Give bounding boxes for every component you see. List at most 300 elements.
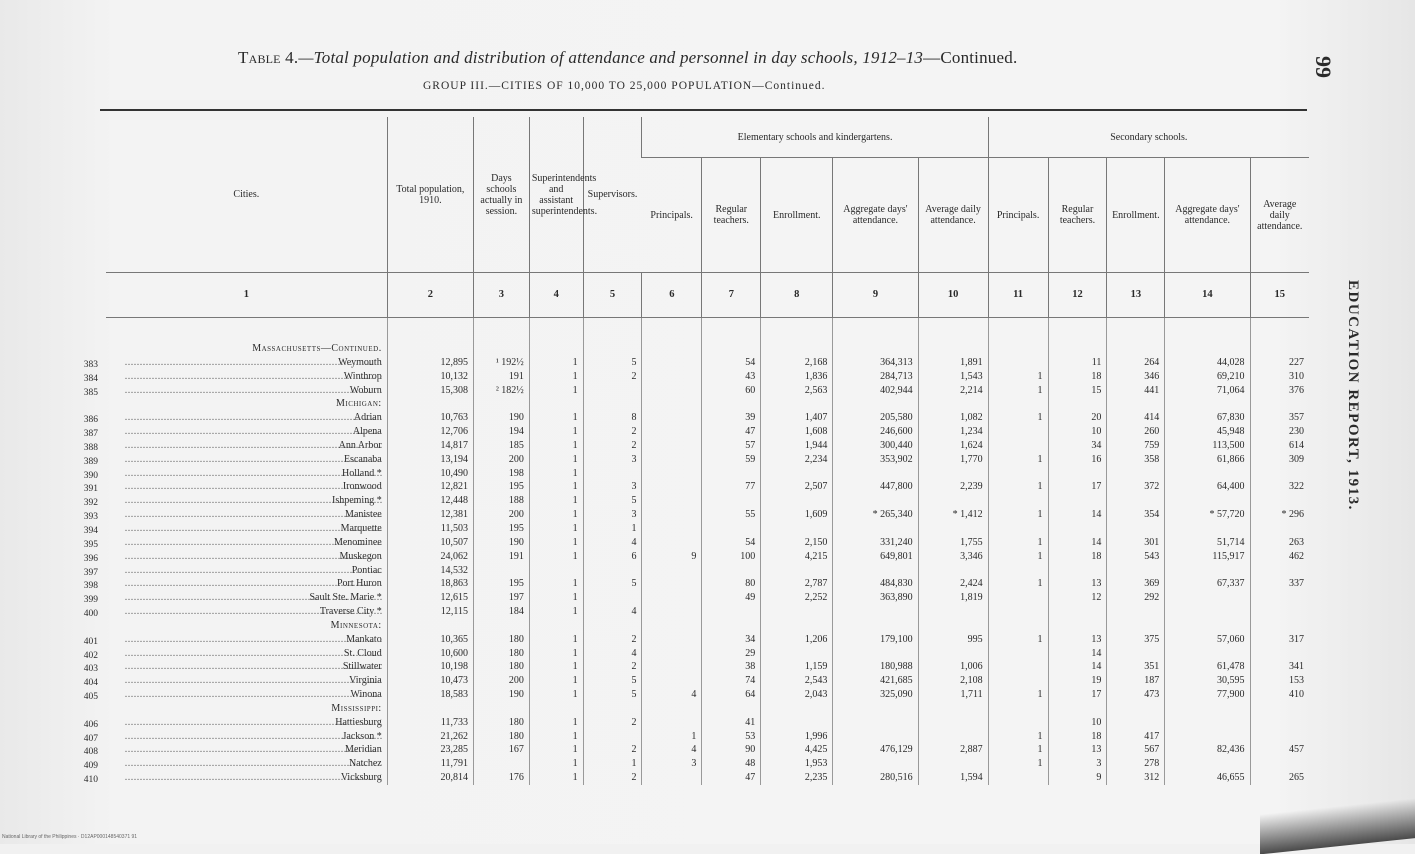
cell-col-7: 90 bbox=[702, 743, 761, 757]
cell-col-13: 351 bbox=[1107, 660, 1165, 674]
city-name: Alpena ..... bbox=[106, 425, 387, 439]
empty-cell bbox=[1165, 397, 1250, 411]
cell-col-6 bbox=[642, 591, 702, 605]
cell-col-9: 484,830 bbox=[833, 577, 918, 591]
column-number: 13 bbox=[1107, 273, 1165, 318]
header-days-in-session: Days schools actually in session. bbox=[473, 117, 529, 273]
spacer-row bbox=[106, 318, 1309, 343]
city-name: Traverse City * ..... bbox=[106, 605, 387, 619]
cell-col-12: 10 bbox=[1048, 716, 1107, 730]
cell-col-13: 441 bbox=[1107, 384, 1165, 398]
cell-col-15: 457 bbox=[1250, 743, 1309, 757]
cell-col-2: 12,821 bbox=[387, 480, 473, 494]
cell-col-11: 1 bbox=[988, 730, 1048, 744]
header-cities: Cities. bbox=[233, 189, 260, 200]
cell-col-2: 11,503 bbox=[387, 522, 473, 536]
cell-col-6 bbox=[642, 480, 702, 494]
scan-shadow bbox=[1260, 798, 1415, 854]
cell-col-13 bbox=[1107, 564, 1165, 578]
state-heading: Massachusetts—Continued. bbox=[252, 343, 382, 354]
cell-col-8 bbox=[761, 564, 833, 578]
cell-col-8: 2,543 bbox=[761, 674, 833, 688]
cell-col-4: 1 bbox=[529, 688, 583, 702]
cell-col-6 bbox=[642, 605, 702, 619]
cell-col-3: 190 bbox=[473, 411, 529, 425]
cell-col-9: * 265,340 bbox=[833, 508, 918, 522]
empty-cell bbox=[761, 619, 833, 633]
column-number: 9 bbox=[833, 273, 918, 318]
cell-col-6 bbox=[642, 370, 702, 384]
cell-col-4: 1 bbox=[529, 674, 583, 688]
empty-cell bbox=[1165, 342, 1250, 356]
cell-col-3: 188 bbox=[473, 494, 529, 508]
cell-col-12: 9 bbox=[1048, 771, 1107, 785]
empty-cell bbox=[387, 702, 473, 716]
cell-col-10: 3,346 bbox=[918, 550, 988, 564]
empty-cell bbox=[761, 397, 833, 411]
cell-col-4: 1 bbox=[529, 384, 583, 398]
cell-col-4: 1 bbox=[529, 453, 583, 467]
cell-col-15: 309 bbox=[1250, 453, 1309, 467]
cell-col-2: 21,262 bbox=[387, 730, 473, 744]
cell-col-13: 759 bbox=[1107, 439, 1165, 453]
cell-col-12: 18 bbox=[1048, 730, 1107, 744]
cell-col-15: 322 bbox=[1250, 480, 1309, 494]
cell-col-2: 10,490 bbox=[387, 467, 473, 481]
cell-col-3: 180 bbox=[473, 633, 529, 647]
row-number: 397 bbox=[83, 567, 98, 578]
city-name: Manistee ..... bbox=[106, 508, 387, 522]
cell-col-11: 1 bbox=[988, 688, 1048, 702]
city-name: Ann Arbor ..... bbox=[106, 439, 387, 453]
cell-col-3: 185 bbox=[473, 439, 529, 453]
cell-col-10: 2,424 bbox=[918, 577, 988, 591]
table-row bbox=[106, 743, 1309, 757]
cell-col-9: 284,713 bbox=[833, 370, 918, 384]
cell-col-3: 195 bbox=[473, 480, 529, 494]
empty-cell bbox=[1165, 702, 1250, 716]
cell-col-6: 3 bbox=[642, 757, 702, 771]
row-number: 407 bbox=[83, 733, 98, 744]
cell-col-2: 15,308 bbox=[387, 384, 473, 398]
row-number: 398 bbox=[83, 581, 98, 592]
cell-col-8: 1,609 bbox=[761, 508, 833, 522]
page-number: 99 bbox=[1311, 56, 1336, 78]
cell-col-4: 1 bbox=[529, 605, 583, 619]
empty-cell bbox=[988, 397, 1048, 411]
empty-cell bbox=[1048, 342, 1107, 356]
cell-col-7: 47 bbox=[702, 771, 761, 785]
cell-col-14: 82,436 bbox=[1165, 743, 1250, 757]
empty-cell bbox=[473, 619, 529, 633]
cell-col-3: 167 bbox=[473, 743, 529, 757]
cell-col-9: 205,580 bbox=[833, 411, 918, 425]
empty-cell bbox=[583, 702, 642, 716]
cell-col-4: 1 bbox=[529, 743, 583, 757]
state-heading: Mississippi: bbox=[331, 702, 382, 714]
cell-col-11 bbox=[988, 439, 1048, 453]
cell-col-4: 1 bbox=[529, 411, 583, 425]
cell-col-6 bbox=[642, 564, 702, 578]
header-total-population: Total population, 1910. bbox=[387, 117, 473, 273]
row-number: 399 bbox=[83, 595, 98, 606]
city-name: Adrian ..... bbox=[106, 411, 387, 425]
cell-col-15: 317 bbox=[1250, 633, 1309, 647]
cell-col-15: 341 bbox=[1250, 660, 1309, 674]
table-row bbox=[106, 494, 1309, 508]
cell-col-2: 10,198 bbox=[387, 660, 473, 674]
cell-col-2: 12,706 bbox=[387, 425, 473, 439]
column-number: 6 bbox=[642, 273, 702, 318]
empty-cell bbox=[833, 342, 918, 356]
cell-col-11 bbox=[988, 564, 1048, 578]
cell-col-12: 16 bbox=[1048, 453, 1107, 467]
cell-col-12 bbox=[1048, 467, 1107, 481]
empty-cell bbox=[387, 619, 473, 633]
cell-col-5: 4 bbox=[583, 536, 642, 550]
cell-col-3: 200 bbox=[473, 674, 529, 688]
header-sec-teachers: Regular teachers. bbox=[1048, 158, 1107, 273]
cell-col-15 bbox=[1250, 605, 1309, 619]
cell-col-12: 15 bbox=[1048, 384, 1107, 398]
empty-cell bbox=[918, 397, 988, 411]
cell-col-8 bbox=[761, 467, 833, 481]
cell-col-11 bbox=[988, 605, 1048, 619]
cell-col-12 bbox=[1048, 494, 1107, 508]
cell-col-10: 995 bbox=[918, 633, 988, 647]
empty-cell bbox=[473, 342, 529, 356]
cell-col-3: 194 bbox=[473, 425, 529, 439]
cell-col-5: 4 bbox=[583, 647, 642, 661]
cell-col-8: 2,043 bbox=[761, 688, 833, 702]
cell-col-12: 20 bbox=[1048, 411, 1107, 425]
running-head: EDUCATION REPORT, 1913. bbox=[1345, 280, 1361, 511]
cell-col-11: 1 bbox=[988, 453, 1048, 467]
row-number-blank bbox=[68, 400, 98, 414]
cell-col-11: 1 bbox=[988, 577, 1048, 591]
cell-col-6 bbox=[642, 384, 702, 398]
cell-col-4: 1 bbox=[529, 370, 583, 384]
column-number: 8 bbox=[761, 273, 833, 318]
cell-col-5: 3 bbox=[583, 480, 642, 494]
cell-col-9 bbox=[833, 494, 918, 508]
cell-col-15: 230 bbox=[1250, 425, 1309, 439]
cell-col-12: 13 bbox=[1048, 577, 1107, 591]
cell-col-7: 41 bbox=[702, 716, 761, 730]
cell-col-15 bbox=[1250, 522, 1309, 536]
cell-col-2: 10,507 bbox=[387, 536, 473, 550]
cell-col-12: 3 bbox=[1048, 757, 1107, 771]
cell-col-6 bbox=[642, 647, 702, 661]
cell-col-11 bbox=[988, 591, 1048, 605]
table-row bbox=[106, 453, 1309, 467]
cell-col-3: 176 bbox=[473, 771, 529, 785]
cell-col-8: 1,996 bbox=[761, 730, 833, 744]
cell-col-3: 184 bbox=[473, 605, 529, 619]
cell-col-14: 61,478 bbox=[1165, 660, 1250, 674]
cell-col-6 bbox=[642, 660, 702, 674]
cell-col-2: 12,115 bbox=[387, 605, 473, 619]
cell-col-12: 14 bbox=[1048, 536, 1107, 550]
header-sec-average: Average daily attendance. bbox=[1250, 158, 1309, 273]
cell-col-11: 1 bbox=[988, 757, 1048, 771]
cell-col-9: 421,685 bbox=[833, 674, 918, 688]
cell-col-13 bbox=[1107, 494, 1165, 508]
cell-col-8: 1,836 bbox=[761, 370, 833, 384]
row-number: 390 bbox=[83, 470, 98, 481]
cell-col-13: 292 bbox=[1107, 591, 1165, 605]
cell-col-13: 417 bbox=[1107, 730, 1165, 744]
cell-col-14: 64,400 bbox=[1165, 480, 1250, 494]
cell-col-13 bbox=[1107, 522, 1165, 536]
cell-col-8 bbox=[761, 716, 833, 730]
cell-col-8: 2,235 bbox=[761, 771, 833, 785]
cell-col-2: 20,814 bbox=[387, 771, 473, 785]
table-row bbox=[106, 439, 1309, 453]
cell-col-7: 47 bbox=[702, 425, 761, 439]
cell-col-14: * 57,720 bbox=[1165, 508, 1250, 522]
table-row bbox=[106, 660, 1309, 674]
cell-col-10: 1,594 bbox=[918, 771, 988, 785]
cell-col-15 bbox=[1250, 757, 1309, 771]
column-number: 10 bbox=[918, 273, 988, 318]
cell-col-14: 71,064 bbox=[1165, 384, 1250, 398]
empty-cell bbox=[702, 702, 761, 716]
table-row bbox=[106, 716, 1309, 730]
empty-cell bbox=[1107, 702, 1165, 716]
cell-col-13: 264 bbox=[1107, 356, 1165, 370]
cell-col-9 bbox=[833, 647, 918, 661]
cell-col-7: 48 bbox=[702, 757, 761, 771]
cell-col-7: 43 bbox=[702, 370, 761, 384]
cell-col-7: 59 bbox=[702, 453, 761, 467]
cell-col-2: 12,895 bbox=[387, 356, 473, 370]
empty-cell bbox=[583, 342, 642, 356]
cell-col-14: 51,714 bbox=[1165, 536, 1250, 550]
column-number: 4 bbox=[529, 273, 583, 318]
cell-col-3: 180 bbox=[473, 716, 529, 730]
cell-col-13: 372 bbox=[1107, 480, 1165, 494]
cell-col-7: 55 bbox=[702, 508, 761, 522]
cell-col-10: 1,624 bbox=[918, 439, 988, 453]
row-number: 408 bbox=[83, 747, 98, 758]
cell-col-3: 191 bbox=[473, 370, 529, 384]
table-row bbox=[106, 467, 1309, 481]
library-footer: National Library of the Philippines · D12AP000148540371 91 bbox=[2, 834, 138, 840]
cell-col-7: 64 bbox=[702, 688, 761, 702]
cell-col-4: 1 bbox=[529, 522, 583, 536]
empty-cell bbox=[642, 397, 702, 411]
cell-col-14: 77,900 bbox=[1165, 688, 1250, 702]
cell-col-3: 198 bbox=[473, 467, 529, 481]
header-sec-enrollment: Enrollment. bbox=[1107, 158, 1165, 273]
empty-cell bbox=[988, 702, 1048, 716]
empty-cell bbox=[529, 397, 583, 411]
cell-col-9 bbox=[833, 757, 918, 771]
empty-cell bbox=[1165, 619, 1250, 633]
cell-col-4: 1 bbox=[529, 771, 583, 785]
cell-col-14 bbox=[1165, 716, 1250, 730]
cell-col-9: 246,600 bbox=[833, 425, 918, 439]
city-name: Marquette ..... bbox=[106, 522, 387, 536]
column-number: 15 bbox=[1250, 273, 1309, 318]
cell-col-9: 476,129 bbox=[833, 743, 918, 757]
cell-col-11 bbox=[988, 647, 1048, 661]
table-row bbox=[106, 384, 1309, 398]
cell-col-15 bbox=[1250, 467, 1309, 481]
empty-cell bbox=[642, 619, 702, 633]
cell-col-10: 1,819 bbox=[918, 591, 988, 605]
empty-cell bbox=[1250, 342, 1309, 356]
cell-col-7 bbox=[702, 467, 761, 481]
cell-col-7: 77 bbox=[702, 480, 761, 494]
empty-cell bbox=[642, 702, 702, 716]
cell-col-2: 24,062 bbox=[387, 550, 473, 564]
empty-cell bbox=[833, 702, 918, 716]
header-elem-average: Average daily attendance. bbox=[918, 158, 988, 273]
table-row bbox=[106, 591, 1309, 605]
cell-col-13: 375 bbox=[1107, 633, 1165, 647]
cell-col-10 bbox=[918, 467, 988, 481]
empty-cell bbox=[1250, 702, 1309, 716]
empty-cell bbox=[529, 702, 583, 716]
row-number: 406 bbox=[83, 719, 98, 730]
cell-col-14 bbox=[1165, 647, 1250, 661]
empty-cell bbox=[529, 619, 583, 633]
table-row bbox=[106, 370, 1309, 384]
cell-col-12: 34 bbox=[1048, 439, 1107, 453]
cell-col-11 bbox=[988, 467, 1048, 481]
state-heading-row bbox=[106, 619, 1309, 633]
cell-col-7: 74 bbox=[702, 674, 761, 688]
cell-col-15: 227 bbox=[1250, 356, 1309, 370]
cell-col-13: 567 bbox=[1107, 743, 1165, 757]
cell-col-9: 180,988 bbox=[833, 660, 918, 674]
table-row bbox=[106, 577, 1309, 591]
cell-col-7: 34 bbox=[702, 633, 761, 647]
cell-col-7: 57 bbox=[702, 439, 761, 453]
cell-col-2: 10,132 bbox=[387, 370, 473, 384]
cell-col-2: 12,448 bbox=[387, 494, 473, 508]
cell-col-11 bbox=[988, 356, 1048, 370]
cell-col-12: 17 bbox=[1048, 688, 1107, 702]
empty-cell bbox=[473, 702, 529, 716]
column-number: 11 bbox=[988, 273, 1048, 318]
cell-col-10: 2,887 bbox=[918, 743, 988, 757]
cell-col-7: 49 bbox=[702, 591, 761, 605]
cell-col-5: 2 bbox=[583, 743, 642, 757]
cell-col-10: 1,006 bbox=[918, 660, 988, 674]
cell-col-15 bbox=[1250, 730, 1309, 744]
cell-col-11 bbox=[988, 674, 1048, 688]
cell-col-13: 278 bbox=[1107, 757, 1165, 771]
state-heading-row bbox=[106, 702, 1309, 716]
header-group-elementary: Elementary schools and kindergartens. bbox=[642, 117, 988, 158]
empty-cell bbox=[918, 619, 988, 633]
cell-col-4: 1 bbox=[529, 508, 583, 522]
cell-col-6 bbox=[642, 577, 702, 591]
cell-col-15: 153 bbox=[1250, 674, 1309, 688]
city-name: Vicksburg ..... bbox=[106, 771, 387, 785]
cell-col-10: 1,234 bbox=[918, 425, 988, 439]
cell-col-13 bbox=[1107, 647, 1165, 661]
cell-col-2: 23,285 bbox=[387, 743, 473, 757]
cell-col-6 bbox=[642, 508, 702, 522]
header-elem-aggregate: Aggregate days' attendance. bbox=[833, 158, 918, 273]
cell-col-6 bbox=[642, 536, 702, 550]
cell-col-9: 353,902 bbox=[833, 453, 918, 467]
empty-cell bbox=[918, 342, 988, 356]
cell-col-5: 2 bbox=[583, 439, 642, 453]
cell-col-4: 1 bbox=[529, 494, 583, 508]
cell-col-4: 1 bbox=[529, 730, 583, 744]
cell-col-13 bbox=[1107, 605, 1165, 619]
cell-col-15 bbox=[1250, 591, 1309, 605]
city-name: Holland * ..... bbox=[106, 467, 387, 481]
cell-col-13: 301 bbox=[1107, 536, 1165, 550]
cell-col-14: 30,595 bbox=[1165, 674, 1250, 688]
table-row bbox=[106, 536, 1309, 550]
cell-col-5: 5 bbox=[583, 688, 642, 702]
cell-col-14: 57,060 bbox=[1165, 633, 1250, 647]
cell-col-11 bbox=[988, 716, 1048, 730]
cell-col-10 bbox=[918, 757, 988, 771]
empty-cell bbox=[1107, 619, 1165, 633]
cell-col-4: 1 bbox=[529, 467, 583, 481]
cell-col-8: 1,407 bbox=[761, 411, 833, 425]
empty-cell bbox=[1107, 397, 1165, 411]
cell-col-14 bbox=[1165, 591, 1250, 605]
column-number: 5 bbox=[583, 273, 642, 318]
cell-col-6 bbox=[642, 439, 702, 453]
column-number: 12 bbox=[1048, 273, 1107, 318]
row-number: 384 bbox=[83, 373, 98, 384]
cell-col-10: 1,770 bbox=[918, 453, 988, 467]
cell-col-2: 18,583 bbox=[387, 688, 473, 702]
city-name: Ishpeming * ..... bbox=[106, 494, 387, 508]
header-elem-principals: Principals. bbox=[650, 209, 693, 221]
cell-col-9: 300,440 bbox=[833, 439, 918, 453]
city-name: Ironwood ..... bbox=[106, 480, 387, 494]
cell-col-12: 13 bbox=[1048, 633, 1107, 647]
empty-cell bbox=[387, 397, 473, 411]
cell-col-15 bbox=[1250, 564, 1309, 578]
cell-col-11: 1 bbox=[988, 384, 1048, 398]
city-name: Virginia ..... bbox=[106, 674, 387, 688]
cell-col-8 bbox=[761, 494, 833, 508]
cell-col-5: 1 bbox=[583, 757, 642, 771]
header-supervisors: Supervisors. bbox=[583, 117, 642, 273]
cell-col-2: 18,863 bbox=[387, 577, 473, 591]
cell-col-5: 2 bbox=[583, 370, 642, 384]
cell-col-5: 2 bbox=[583, 633, 642, 647]
empty-cell bbox=[1048, 619, 1107, 633]
cell-col-12: 10 bbox=[1048, 425, 1107, 439]
cell-col-8: 1,953 bbox=[761, 757, 833, 771]
cell-col-14 bbox=[1165, 605, 1250, 619]
empty-cell bbox=[1250, 397, 1309, 411]
cell-col-7: 53 bbox=[702, 730, 761, 744]
cell-col-11: 1 bbox=[988, 411, 1048, 425]
cell-col-8: 2,563 bbox=[761, 384, 833, 398]
row-number-column bbox=[68, 345, 98, 788]
cell-col-4: 1 bbox=[529, 536, 583, 550]
cell-col-8: 1,159 bbox=[761, 660, 833, 674]
cell-col-8: 2,787 bbox=[761, 577, 833, 591]
city-name: Escanaba ..... bbox=[106, 453, 387, 467]
cell-col-7: 29 bbox=[702, 647, 761, 661]
cell-col-6 bbox=[642, 453, 702, 467]
